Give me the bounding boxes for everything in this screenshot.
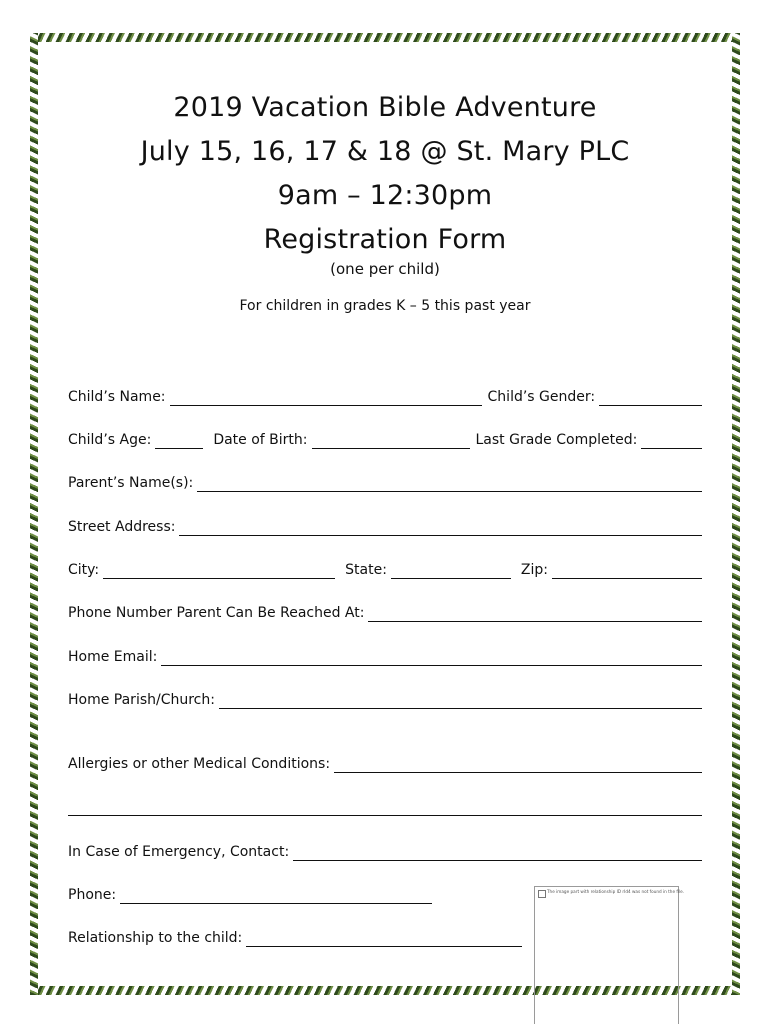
phone-field[interactable] (120, 886, 432, 904)
last-grade-field[interactable] (641, 431, 702, 449)
title-line-dates: July 15, 16, 17 & 18 @ St. Mary PLC (140, 136, 630, 167)
broken-image-icon (538, 890, 546, 898)
city-field[interactable] (103, 561, 335, 579)
row-child-name (68, 384, 702, 406)
phone-label: Phone: (68, 887, 117, 903)
child-age-field[interactable] (155, 431, 203, 449)
subtitle: (one per child) (330, 260, 440, 278)
row-child-age (68, 427, 702, 449)
row-allergies (68, 751, 702, 773)
relationship-field[interactable] (246, 929, 522, 947)
allergies-field[interactable] (334, 755, 702, 773)
last-grade-label: Last Grade Completed: (475, 432, 638, 448)
title-line-time: 9am – 12:30pm (277, 180, 493, 211)
form-title (0, 86, 770, 262)
street-address-label: Street Address: (68, 519, 176, 535)
parent-names-field[interactable] (197, 474, 702, 492)
parent-names-label: Parent’s Name(s): (68, 475, 194, 491)
date-of-birth-label: Date of Birth: (213, 432, 308, 448)
date-of-birth-field[interactable] (312, 431, 470, 449)
child-name-label: Child’s Name: (68, 389, 166, 405)
row-parent-names (68, 470, 702, 492)
missing-image-message: The image part with relationship ID rId4 was not found in the file. (547, 889, 685, 894)
parent-phone-label: Phone Number Parent Can Be Reached At: (68, 605, 365, 621)
row-home-parish (68, 687, 702, 709)
child-gender-label: Child’s Gender: (487, 389, 596, 405)
state-label: State: (345, 562, 387, 578)
street-address-field[interactable] (179, 518, 702, 536)
home-email-field[interactable] (161, 648, 702, 666)
grades-note: For children in grades K – 5 this past year (239, 298, 531, 314)
child-gender-field[interactable] (599, 388, 702, 406)
zip-label: Zip: (520, 562, 549, 578)
zip-field[interactable] (552, 561, 702, 579)
allergies-field-continued[interactable] (68, 798, 702, 816)
row-home-email (68, 644, 702, 666)
relationship-label: Relationship to the child: (68, 930, 243, 946)
row-city-state-zip (68, 557, 702, 579)
row-relationship (68, 925, 522, 947)
emergency-contact-field[interactable] (293, 843, 702, 861)
row-street-address (68, 514, 702, 536)
row-phone (68, 882, 432, 904)
home-parish-field[interactable] (219, 691, 702, 709)
child-age-label: Child’s Age: (68, 432, 152, 448)
emergency-contact-label: In Case of Emergency, Contact: (68, 844, 290, 860)
missing-image-placeholder (534, 886, 685, 1024)
row-emergency-contact (68, 839, 702, 861)
row-allergies-continued (68, 794, 702, 816)
home-email-label: Home Email: (68, 649, 158, 665)
title-line-event: 2019 Vacation Bible Adventure (173, 92, 597, 123)
title-line-form-name: Registration Form (263, 224, 507, 255)
child-name-field[interactable] (170, 388, 482, 406)
row-parent-phone (68, 600, 702, 622)
city-label: City: (68, 562, 100, 578)
decorative-border-top (30, 33, 740, 42)
home-parish-label: Home Parish/Church: (68, 692, 215, 708)
state-field[interactable] (391, 561, 511, 579)
allergies-label: Allergies or other Medical Conditions: (68, 756, 331, 772)
parent-phone-field[interactable] (368, 604, 702, 622)
